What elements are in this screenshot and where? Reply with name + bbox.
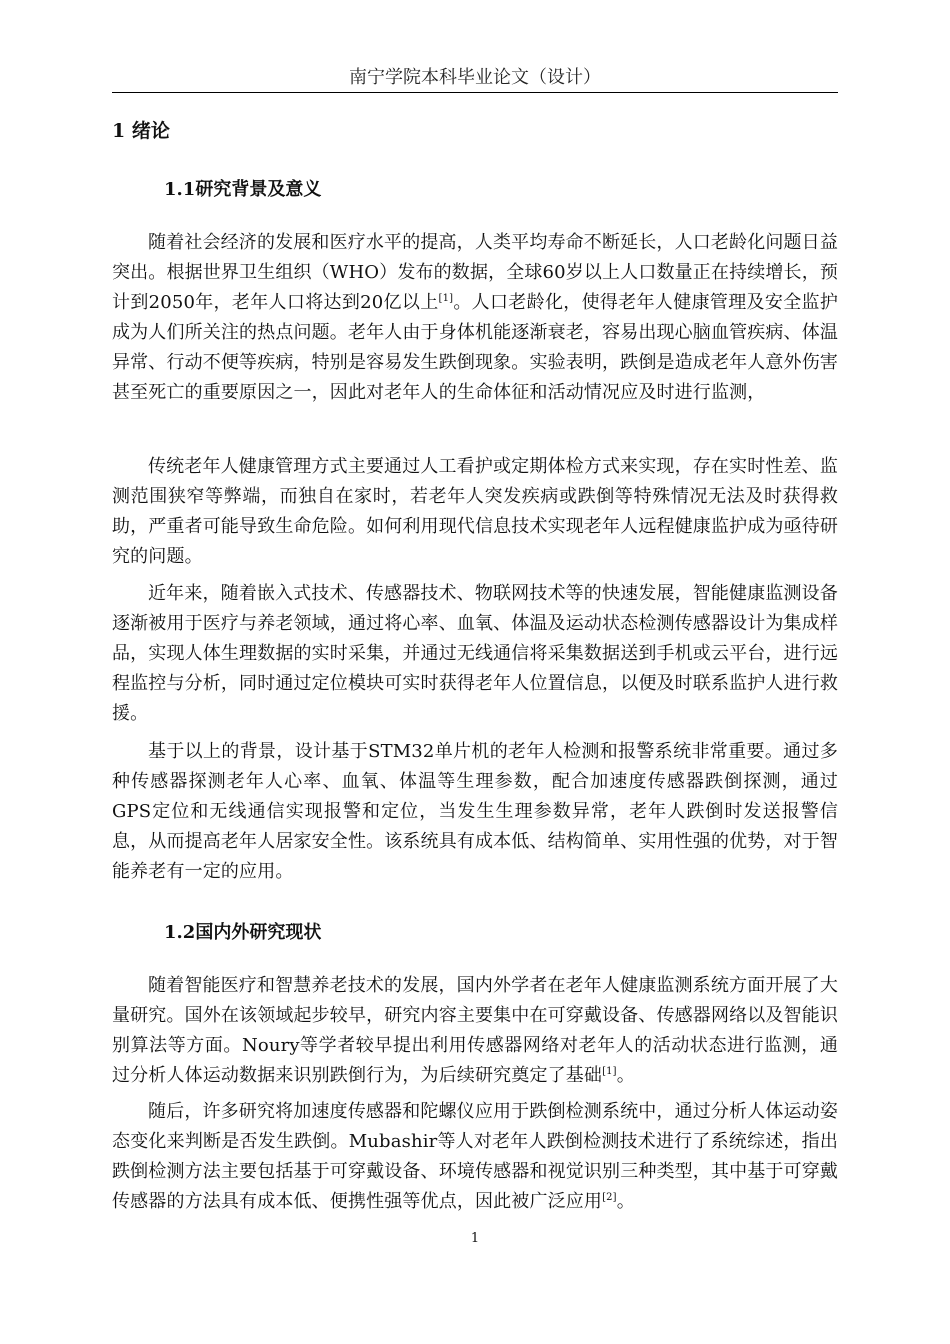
paragraph-background-3: 近年来，随着嵌入式技术、传感器技术、物联网技术等的快速发展，智能健康监测设备逐渐被用于医疗与养老领域，通过将心率、血氧、体温及运动状态检测传感器设计为集成样品，实现人体生理数据的实时采集，并通过无线通信将采集数据送到手机或云平台，进行远程监控与分析，同时通过定位模块可实时获得老年人位置信息，以便及时联系监护人进行救援。 (112, 583, 838, 724)
paragraph-text-continued: 。 (616, 1191, 635, 1212)
paragraph-text: 随着社会经济的发展和医疗水平的提高，人类平均寿命不断延长，人口老龄化问题日益突出。根据世界卫生组织（WHO）发布的数据，全球60岁以上人口数量正在持续增长，预计到2050年，老年人口将达到20亿以上 (112, 232, 839, 313)
citation-ref: [1] (602, 1066, 617, 1077)
paragraph-background-1 (112, 228, 838, 408)
paragraph-status-2 (112, 1097, 838, 1217)
citation-ref: [2] (602, 1192, 617, 1203)
paragraph-text-continued: 。人口老龄化，使得老年人健康管理及安全监护成为人们所关注的热点问题。老年人由于身体机能逐渐衰老，容易出现心脑血管疾病、体温异常、行动不便等疾病，特别是容易发生跌倒现象。实验表明，跌倒是造成老年人意外伤害甚至死亡的重要原因之一，因此对老年人的生命体征和活动情况应及时进行监测， (112, 292, 838, 403)
paragraph-status-1 (112, 971, 838, 1091)
paragraph-background-4: 基于以上的背景，设计基于STM32单片机的老年人检测和报警系统非常重要。通过多种传感器探测老年人心率、血氧、体温等生理参数，配合加速度传感器跌倒探测，通过GPS定位和无线通信实现报警和定位，当发生生理参数异常，老年人跌倒时发送报警信息，从而提高老年人居家安全性。该系统具有成本低、结构简单、实用性强的优势，对于智能养老有一定的应用。 (112, 741, 838, 882)
paragraph-text: 随后，许多研究将加速度传感器和陀螺仪应用于跌倒检测系统中，通过分析人体运动姿态变化来判断是否发生跌倒。Mubashir等人对老年人跌倒检测技术进行了系统综述，指出跌倒检测方法主要包括基于可穿戴设备、环境传感器和视觉识别三种类型，其中基于可穿戴传感器的方法具有成本低、便携性强等优点，因此被广泛应用 (112, 1101, 838, 1212)
section-title-1-1: 1.1研究背景及意义 (164, 179, 322, 200)
section-title-1-2: 1.2国内外研究现状 (164, 922, 322, 943)
running-header: 南宁学院本科毕业论文（设计） (349, 67, 601, 88)
citation-ref: [1] (438, 293, 454, 304)
paragraph-text: 随着智能医疗和智慧养老技术的发展，国内外学者在老年人健康监测系统方面开展了大量研究。国外在该领域起步较早，研究内容主要集中在可穿戴设备、传感器网络以及智能识别算法等方面。Noury等学者较早提出利用传感器网络对老年人的活动状态进行监测，通过分析人体运动数据来识别跌倒行为，为后续研究奠定了基础 (112, 975, 838, 1086)
page-number: 1 (470, 1231, 480, 1246)
paragraph-background-2: 传统老年人健康管理方式主要通过人工看护或定期体检方式来实现，存在实时性差、监测范围狭窄等弊端，而独自在家时，若老年人突发疾病或跌倒等特殊情况无法及时获得救助，严重者可能导致生命危险。如何利用现代信息技术实现老年人远程健康监护成为亟待研究的问题。 (112, 456, 838, 567)
header-rule (112, 92, 838, 93)
chapter-title: 1 绪论 (112, 120, 170, 142)
paragraph-text-continued: 。 (616, 1065, 635, 1086)
